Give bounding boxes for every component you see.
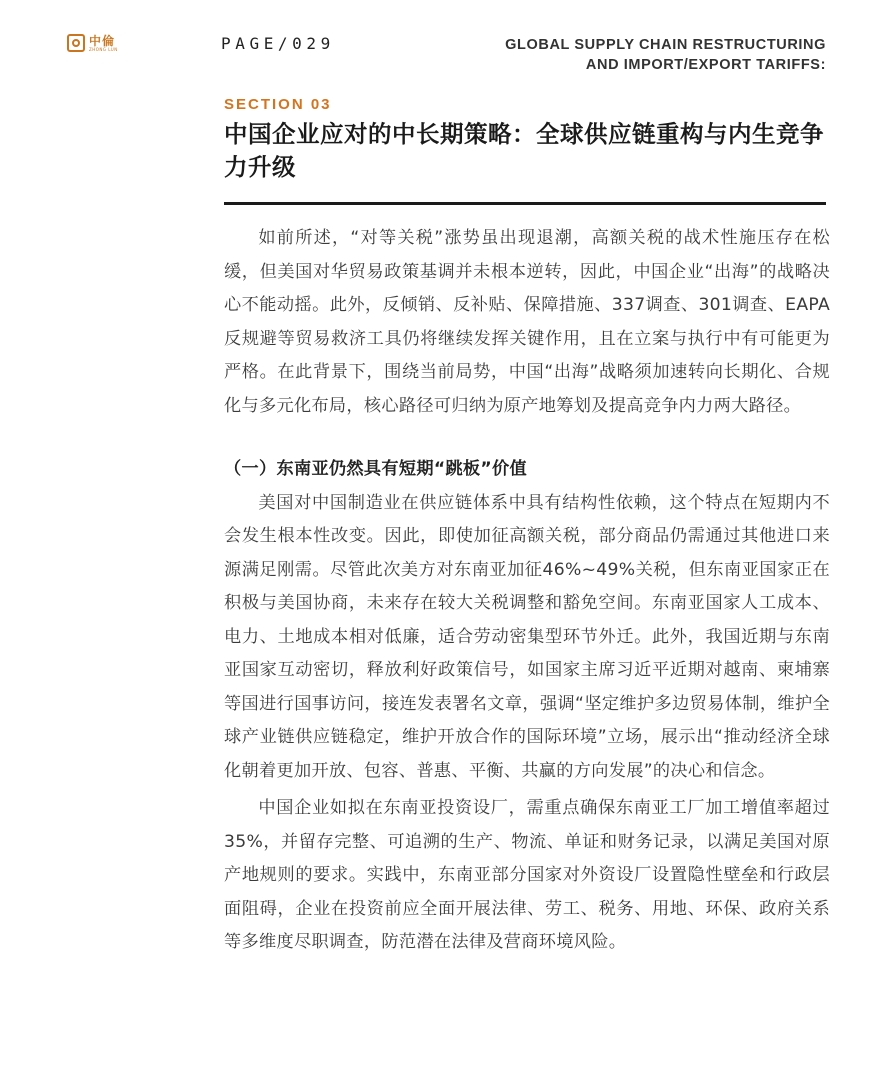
running-header-title: [466, 35, 826, 75]
title-divider: [224, 202, 826, 205]
subsection-heading: （一）东南亚仍然具有短期“跳板”价值: [224, 459, 527, 479]
logo-chinese-text: 中倫: [89, 33, 116, 48]
running-header-line-2: AND IMPORT/EXPORT TARIFFS:: [585, 57, 826, 73]
logo-mark-icon: [67, 34, 85, 52]
logo-english-text: ZHONG LUN: [89, 46, 118, 52]
section-title: 中国企业应对的中长期策略：全球供应链重构与内生竞争力升级: [224, 120, 824, 181]
body-paragraph-2: 中国企业如拟在东南亚投资设厂，需重点确保东南亚工厂加工增值率超过35%，并留存完整、可追溯的生产、物流、单证和财务记录，以满足美国对原产地规则的要求。实践中，东南亚部分国家对外资设厂设置隐性壁垒和行政层面阻碍，企业在投资前应全面开展法律、劳工、税务、用地、环保、政府关系等多维度尽职调查，防范潜在法律及营商环境风险。: [224, 798, 830, 952]
intro-paragraph: 如前所述，“对等关税”涨势虽出现退潮，高额关税的战术性施压存在松缓，但美国对华贸易政策基调并未根本逆转，因此，中国企业“出海”的战略决心不能动摇。此外，反倾销、反补贴、保障措施、337调查、301调查、EAPA反规避等贸易救济工具仍将继续发挥关键作用，且在立案与执行中有可能更为严格。在此背景下，围绕当前局势，中国“出海”战略须加速转向长期化、合规化与多元化布局，核心路径可归纳为原产地筹划及提高竞争内力两大路径。: [224, 228, 830, 416]
page-number: PAGE/029: [221, 34, 335, 53]
running-header-line-1: GLOBAL SUPPLY CHAIN RESTRUCTURING: [505, 37, 826, 53]
body-paragraph-1: 美国对中国制造业在供应链体系中具有结构性依赖，这个特点在短期内不会发生根本性改变。因此，即使加征高额关税，部分商品仍需通过其他进口来源满足刚需。尽管此次美方对东南亚加征46%~49%关税，但东南亚国家正在积极与美国协商，未来存在较大关税调整和豁免空间。东南亚国家人工成本、电力、土地成本相对低廉，适合劳动密集型环节外迁。此外，我国近期与东南亚国家互动密切，释放利好政策信号，如国家主席习近平近期对越南、柬埔寨等国进行国事访问，接连发表署名文章，强调“坚定维护多边贸易体制，维护全球产业链供应链稳定，维护开放合作的国际环境”立场，展示出“推动经济全球化朝着更加开放、包容、普惠、平衡、共赢的方向发展”的决心和信念。: [224, 492, 830, 781]
logo-text: [89, 35, 118, 52]
article-body: [224, 222, 830, 960]
brand-logo: [67, 34, 118, 52]
section-label: SECTION 03: [224, 96, 332, 113]
